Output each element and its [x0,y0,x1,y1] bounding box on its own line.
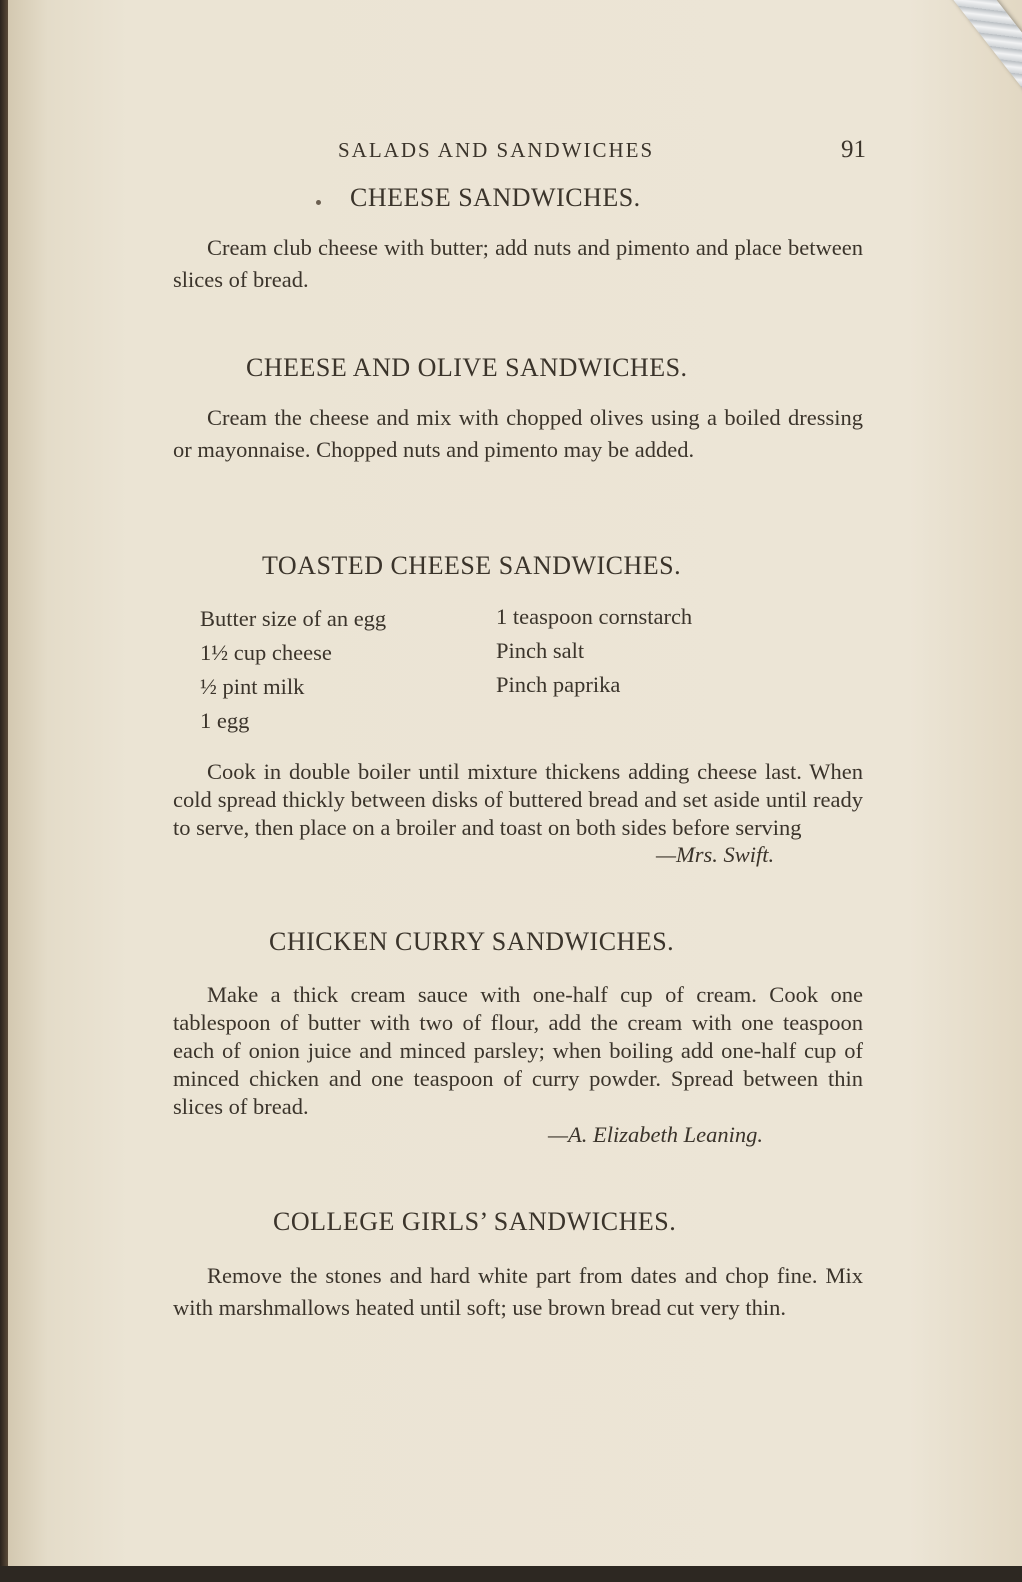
ingredient-item: 1½ cup cheese [200,640,332,665]
recipe-title-chicken-curry-sandwiches: CHICKEN CURRY SANDWICHES. [269,927,675,956]
recipe-title-toasted-cheese-sandwiches: TOASTED CHEESE SANDWICHES. [262,551,682,580]
book-spine [0,0,8,1582]
running-head: SALADS AND SANDWICHES [338,138,655,162]
ink-speck [316,200,321,205]
ingredient-item: Butter size of an egg [200,606,387,631]
ingredient-item: 1 teaspoon cornstarch [496,604,693,629]
recipe-attribution: —Mrs. Swift. [656,842,775,867]
ingredient-item: 1 egg [200,708,250,733]
page-number: 91 [841,136,866,163]
recipe-body-cheese-sandwiches: Cream club cheese with butter; add nuts and pimento and place between slices of bread. [173,235,863,292]
recipe-title-college-girls-sandwiches: COLLEGE GIRLS’ SANDWICHES. [273,1207,677,1236]
recipe-attribution: —A. Elizabeth Leaning. [548,1122,763,1147]
recipe-title-cheese-olive-sandwiches: CHEESE AND OLIVE SANDWICHES. [246,353,688,382]
recipe-title-cheese-sandwiches: CHEESE SANDWICHES. [350,183,641,212]
ingredient-item: Pinch salt [496,638,585,663]
book-page [8,0,1022,1566]
ingredient-item: Pinch paprika [496,672,621,697]
recipe-body-college-girls-sandwiches: Remove the stones and hard white part from dates and chop fine. Mix with marshmallows heated until soft; use brown bread cut very thin. [173,1263,863,1320]
ingredient-item: ½ pint milk [200,674,305,699]
recipe-body-toasted-cheese-sandwiches: Cook in double boiler until mixture thickens adding cheese last. When cold spread thickly between disks of buttered bread and set aside until ready to serve, then place on a broiler and toast on both sides before serving [173,759,863,840]
page-bottom-edge [0,1566,1022,1582]
recipe-body-chicken-curry-sandwiches: Make a thick cream sauce with one-half cup of cream. Cook one tablespoon of butter with two of flour, add the cream with one teaspoon each of onion juice and minced parsley; when boiling add one-half cup of minced chicken and one teaspoon of curry powder. Spread between thin slices of bread. [173,982,863,1119]
recipe-body-cheese-olive-sandwiches: Cream the cheese and mix with chopped olives using a boiled dressing or mayonnaise. Chopped nuts and pimento may be added. [173,405,863,462]
